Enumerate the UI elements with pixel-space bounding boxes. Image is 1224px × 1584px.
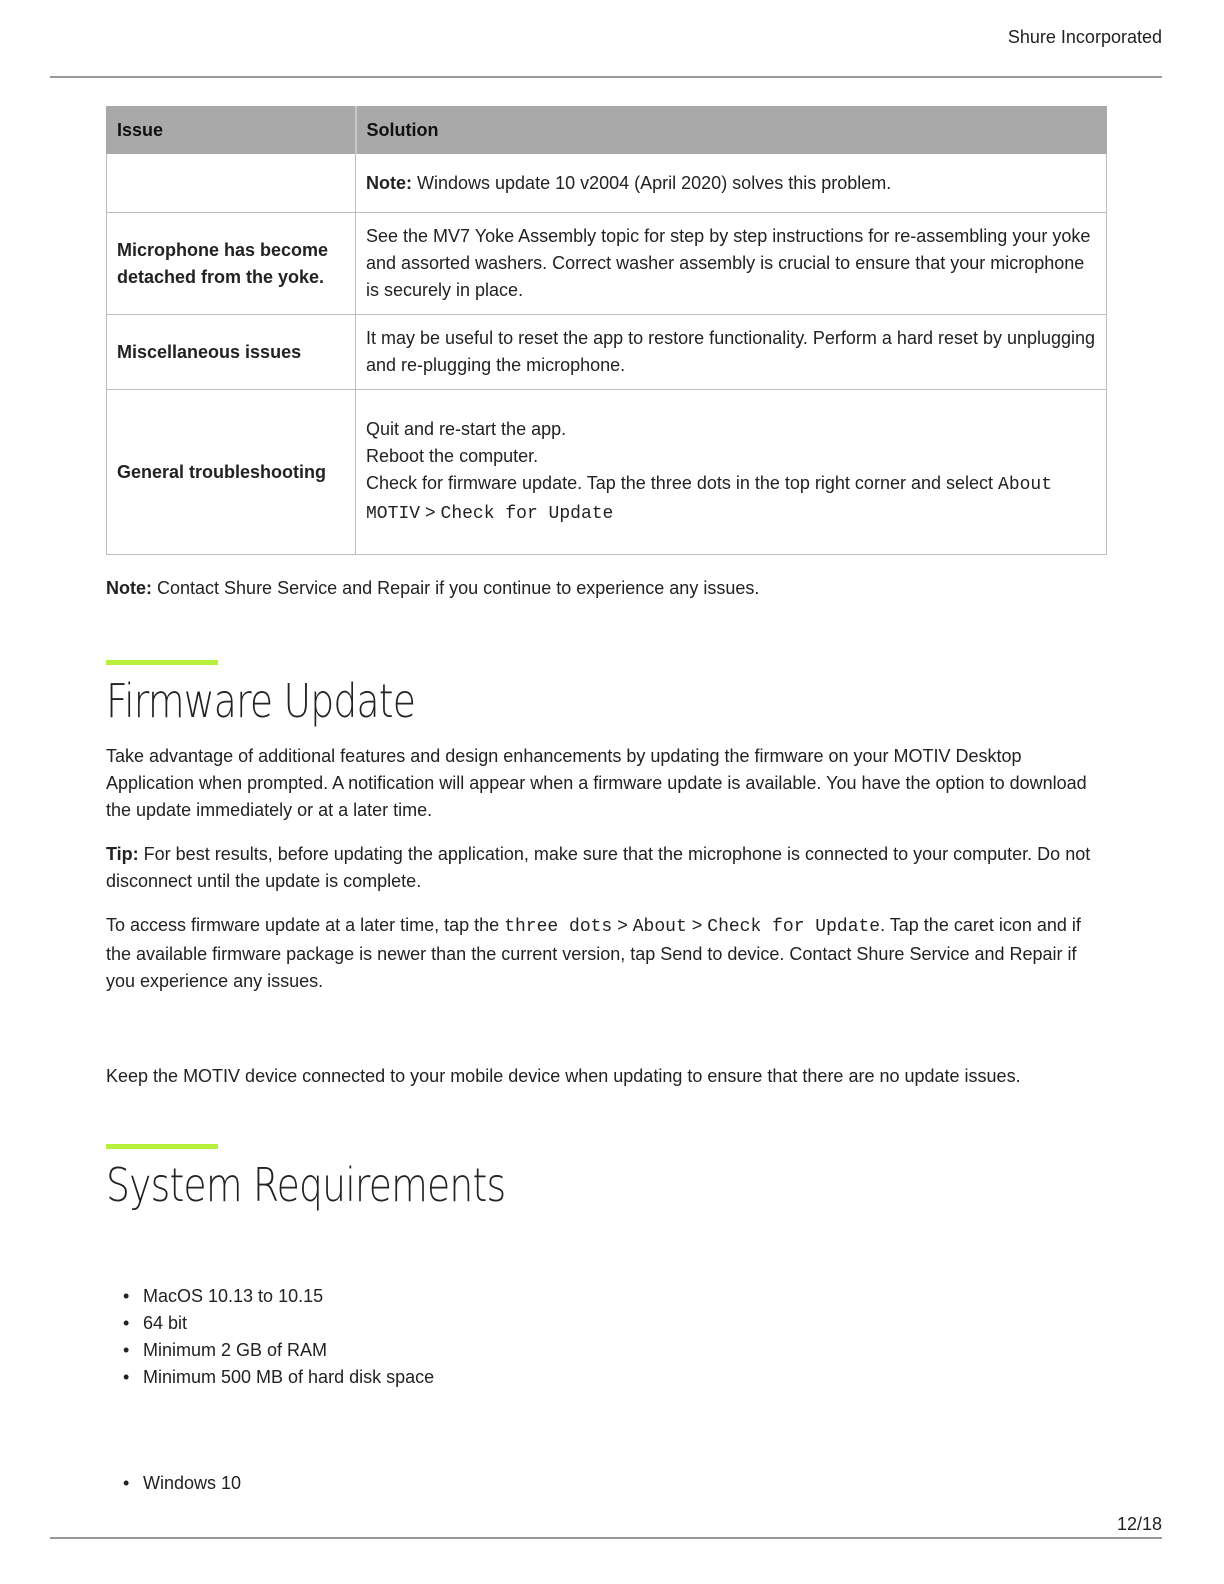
note-text: Contact Shure Service and Repair if you continue to experience any issues.: [152, 578, 760, 598]
list-item: • 64 bit: [123, 1310, 1106, 1337]
table-cell-issue: General troubleshooting: [107, 390, 356, 555]
note-text: Windows update 10 v2004 (April 2020) solves this problem.: [412, 172, 892, 193]
code-about-motiv: About MOTIV: [366, 475, 1053, 524]
note-label: Note:: [366, 172, 412, 193]
system-requirements-heading: System Requirements: [106, 1158, 506, 1212]
table-cell-issue: Miscellaneous issues: [107, 315, 356, 390]
firmware-keep-connected: Keep the MOTIV device connected to your mobile device when updating to ensure that there are no update issues.: [106, 1066, 1021, 1086]
table-header-row: [107, 107, 1107, 154]
table-row: [107, 213, 1107, 315]
table-row: [107, 315, 1107, 390]
firmware-tip: [106, 841, 1106, 895]
list-item: • Minimum 2 GB of RAM: [123, 1337, 1106, 1364]
column-header-issue: Issue: [107, 107, 356, 154]
solution-line: Reboot the computer.: [366, 446, 539, 466]
section-accent-bar: [106, 1144, 218, 1149]
list-item: • Minimum 500 MB of hard disk space: [123, 1364, 1106, 1391]
windows-requirements-list: [106, 1470, 1106, 1497]
list-item: • MacOS 10.13 to 10.15: [123, 1283, 1106, 1310]
paragraph-text: . Tap the caret icon and if the available firmware package is newer than the current version, tap Send to device. Contact Shure Service and Repair if you experience any issues.: [106, 915, 1081, 991]
table-row: [107, 154, 1107, 213]
separator-text: >: [686, 915, 708, 935]
separator-text: >: [420, 502, 441, 522]
code-check-for-update: Check for Update: [440, 504, 614, 524]
code-about: About: [632, 917, 687, 937]
table-row: [107, 390, 1107, 555]
solution-text: Check for firmware update. Tap the three dots in the top right corner and select: [366, 473, 999, 493]
list-item: • Windows 10: [123, 1470, 1106, 1497]
code-check-for-update: Check for Update: [707, 917, 881, 937]
tip-label: Tip:: [106, 844, 139, 864]
firmware-update-heading: Firmware Update: [106, 674, 416, 728]
page-number: 12/18: [1116, 1514, 1162, 1534]
column-header-solution: Solution: [356, 107, 1107, 154]
page-content: [106, 106, 1106, 1497]
troubleshooting-table: [106, 106, 1107, 555]
code-three-dots: three dots: [504, 917, 613, 937]
header-divider: [50, 76, 1162, 78]
table-cell-solution: It may be useful to reset the app to restore functionality. Perform a hard reset by unplugging and re-plugging the microphone.: [356, 315, 1107, 390]
solution-line: [366, 470, 1096, 528]
table-cell-issue: [107, 154, 356, 213]
contact-note: [106, 575, 1106, 602]
section-accent-bar: [106, 660, 218, 665]
firmware-access-paragraph: [106, 912, 1106, 995]
note-label: Note:: [106, 578, 152, 598]
solution-line: Quit and re-start the app.: [366, 419, 567, 439]
tip-text: For best results, before updating the application, make sure that the microphone is connected to your computer. Do not disconnect until the update is complete.: [106, 844, 1091, 891]
table-cell-solution: [356, 390, 1107, 555]
mac-requirements-list: [106, 1283, 1106, 1391]
paragraph-text: To access firmware update at a later time, tap the: [106, 915, 505, 935]
table-cell-solution: [356, 154, 1107, 213]
table-cell-issue: Microphone has become detached from the yoke.: [107, 213, 356, 315]
firmware-paragraph: Take advantage of additional features and design enhancements by updating the firmware on your MOTIV Desktop Application when prompted. A notification will appear when a firmware update is available. You have the option to download the update immediately or at a later time.: [106, 746, 1087, 820]
table-cell-solution: See the MV7 Yoke Assembly topic for step by step instructions for re-assembling your yoke and assorted washers. Correct washer assembly is crucial to ensure that your microphone is securely in place.: [356, 213, 1107, 315]
header-company-name: Shure Incorporated: [1007, 27, 1162, 47]
footer-divider: [50, 1537, 1162, 1539]
separator-text: >: [612, 915, 633, 935]
